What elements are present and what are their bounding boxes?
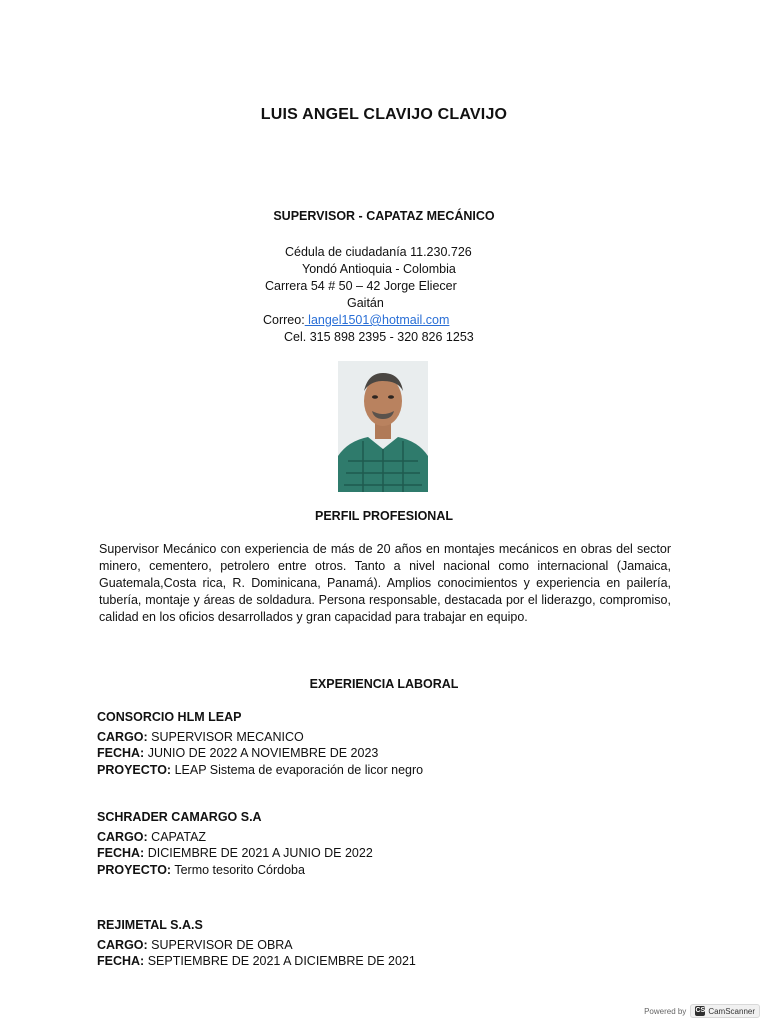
email-link[interactable]: langel1501@hotmail.com (304, 313, 450, 327)
cedula-line: Cédula de ciudadanía 11.230.726 (285, 245, 472, 259)
camscanner-brand: CamScanner (708, 1006, 755, 1016)
job-company: REJIMETAL S.A.S (97, 918, 203, 932)
person-portrait-icon (338, 361, 428, 492)
job-cargo: CARGO: SUPERVISOR DE OBRA (97, 937, 293, 952)
powered-by-text: Powered by (644, 1006, 687, 1016)
email-line (263, 312, 449, 329)
camscanner-icon: CS (695, 1007, 706, 1014)
profile-photo (338, 361, 428, 492)
job-fecha: FECHA: JUNIO DE 2022 A NOVIEMBRE DE 2023 (97, 746, 379, 760)
job-company: SCHRADER CAMARGO S.A (97, 810, 262, 824)
email-label: Correo: (263, 313, 305, 327)
camscanner-logo (690, 1004, 760, 1018)
job-fecha: FECHA: DICIEMBRE DE 2021 A JUNIO DE 2022 (97, 846, 373, 860)
job-proyecto: PROYECTO: LEAP Sistema de evaporación de licor negro (97, 762, 424, 777)
city-line: Yondó Antioquia - Colombia (302, 262, 456, 276)
experience-heading: EXPERIENCIA LABORAL (309, 677, 459, 691)
job-entry (97, 809, 373, 878)
camscanner-watermark (644, 1004, 760, 1018)
job-cargo: CARGO: CAPATAZ (97, 829, 207, 844)
profile-heading: PERFIL PROFESIONAL (315, 509, 453, 523)
job-entry (97, 917, 416, 970)
job-entry (97, 709, 423, 778)
profile-text: Supervisor Mecánico con experiencia de más de 20 años en montajes mecánicos en obras del sector minero, cementero, petrolero entre otros. Tanto a nivel nacional como internacional (Jamaica, Guatemala,Costa rica, R. Dominicana, Panamá). Amplios conocimientos y experiencia en pailería, tubería, montaje y áreas de soldadura. Persona responsable, destacada por el liderazgo, compromiso, calidad en los oficios desarrollados y gran capacidad para trabajar en equipo. (99, 542, 671, 624)
job-proyecto: PROYECTO: Termo tesorito Córdoba (97, 862, 305, 877)
job-title: SUPERVISOR - CAPATAZ MECÁNICO (273, 209, 495, 223)
address-line-2: Gaitán (347, 296, 384, 310)
phone-line: Cel. 315 898 2395 - 320 826 1253 (284, 330, 474, 344)
address-line-1: Carrera 54 # 50 – 42 Jorge Eliecer (265, 279, 457, 293)
job-company: CONSORCIO HLM LEAP (97, 710, 242, 724)
job-fecha: FECHA: SEPTIEMBRE DE 2021 A DICIEMBRE DE 2021 (97, 954, 416, 968)
job-cargo: CARGO: SUPERVISOR MECANICO (97, 729, 304, 744)
applicant-name: LUIS ANGEL CLAVIJO CLAVIJO (260, 106, 508, 123)
